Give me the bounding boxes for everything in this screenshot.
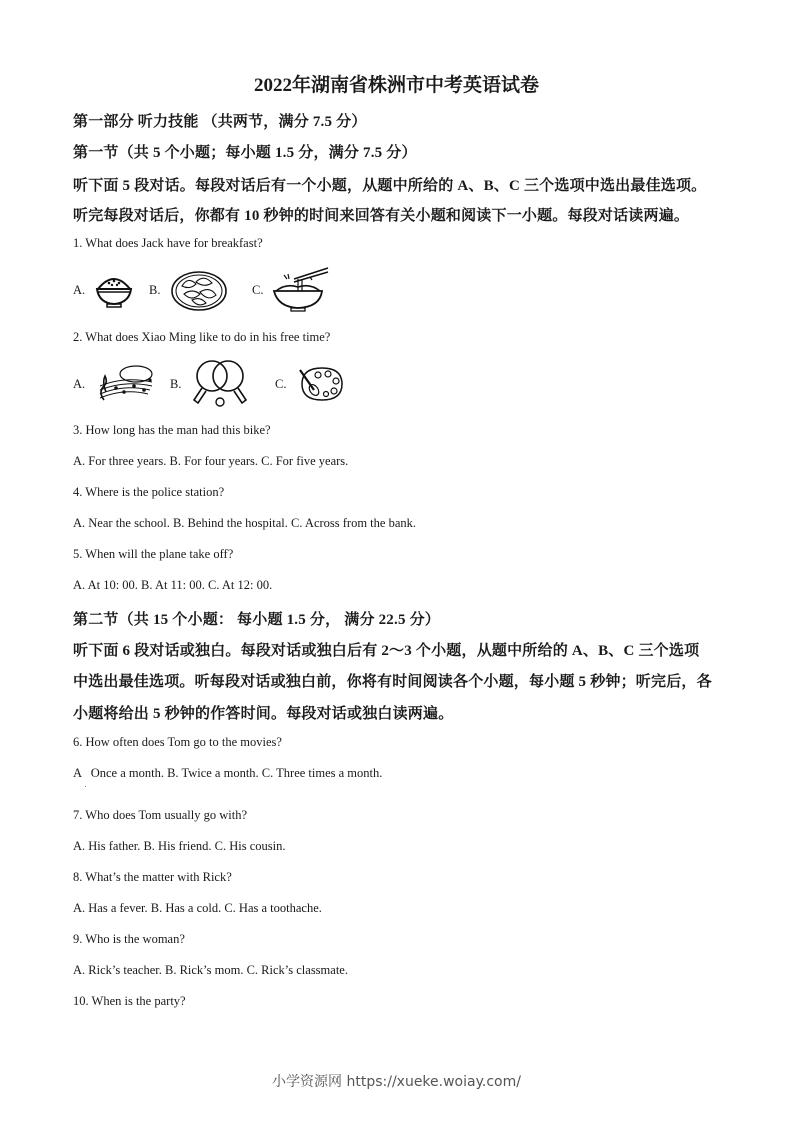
question-9-options: A. Rick’s teacher. B. Rick’s mom. C. Rick’s classmate. bbox=[73, 963, 348, 977]
page-title: 2022年湖南省株洲市中考英语试卷 bbox=[253, 75, 539, 96]
question-5: 5. When will the plane take off? bbox=[73, 547, 234, 561]
part1-heading: 第一部分 听力技能 （共两节，满分 7.5 分） bbox=[73, 114, 367, 130]
option-label: C. bbox=[252, 283, 264, 297]
noodles-bowl-icon bbox=[272, 265, 330, 313]
option-label: A. bbox=[73, 283, 86, 297]
section1-heading: 第一节（共 5 个小题；每小题 1.5 分，满分 7.5 分） bbox=[73, 145, 417, 161]
question-8: 8. What’s the matter with Rick? bbox=[73, 870, 232, 884]
question-5-options: A. At 10: 00. B. At 11: 00. C. At 12: 00. bbox=[73, 578, 273, 592]
option-label: C. bbox=[275, 377, 287, 391]
question-1: 1. What does Jack have for breakfast? bbox=[73, 236, 263, 250]
rice-bowl-icon bbox=[95, 273, 133, 309]
ping-pong-paddles-icon bbox=[190, 358, 252, 408]
question-7: 7. Who does Tom usually go with? bbox=[73, 808, 247, 822]
section1-instruction-line: 听完每段对话后，你都有 10 秒钟的时间来回答有关小题和阅读下一小题。每段对话读两遍。 bbox=[73, 208, 690, 224]
question-6: 6. How often does Tom go to the movies? bbox=[73, 735, 282, 749]
option-label: A. bbox=[73, 377, 86, 391]
question-3: 3. How long has the man had this bike? bbox=[73, 423, 271, 437]
question-4: 4. Where is the police station? bbox=[73, 485, 225, 499]
option-label: B. bbox=[170, 377, 182, 391]
paint-palette-icon bbox=[296, 364, 346, 404]
footer-watermark: 小学资源网 https://xueke.woiay.com/ bbox=[272, 1074, 521, 1090]
question-2: 2. What does Xiao Ming like to do in his free time? bbox=[73, 330, 331, 344]
dumplings-plate-icon bbox=[170, 270, 228, 312]
section2-instruction-line: 中选出最佳选项。听每段对话或独白前，你将有时间阅读各个小题，每小题 5 秒钟；听完后，各 bbox=[73, 674, 712, 690]
question-6-options: A Once a month. B. Twice a month. C. Three times a month. bbox=[73, 766, 383, 780]
question-4-options: A. Near the school. B. Behind the hospital. C. Across from the bank. bbox=[73, 516, 416, 530]
section2-heading: 第二节（共 15 个小题： 每小题 1.5 分， 满分 22.5 分） bbox=[73, 612, 441, 628]
question-8-options: A. Has a fever. B. Has a cold. C. Has a toothache. bbox=[73, 901, 322, 915]
question-9: 9. Who is the woman? bbox=[73, 932, 185, 946]
section2-instruction-line: 小题将给出 5 秒钟的作答时间。每段对话或独白读两遍。 bbox=[73, 706, 454, 722]
section1-instruction-line: 听下面 5 段对话。每段对话后有一个小题，从题中所给的 A、B、C 三个选项中选出最佳选项。 bbox=[73, 178, 707, 194]
question-10: 10. When is the party? bbox=[73, 994, 186, 1008]
section2-instruction-line: 听下面 6 段对话或独白。每段对话或独白后有 2～3 个小题，从题中所给的 A、B、C 三个选项 bbox=[73, 643, 700, 659]
question-7-options: A. His father. B. His friend. C. His cousin. bbox=[73, 839, 286, 853]
stray-mark bbox=[85, 786, 86, 787]
music-notes-icon bbox=[94, 362, 156, 404]
question-3-options: A. For three years. B. For four years. C. For five years. bbox=[73, 454, 349, 468]
option-label: B. bbox=[149, 283, 161, 297]
